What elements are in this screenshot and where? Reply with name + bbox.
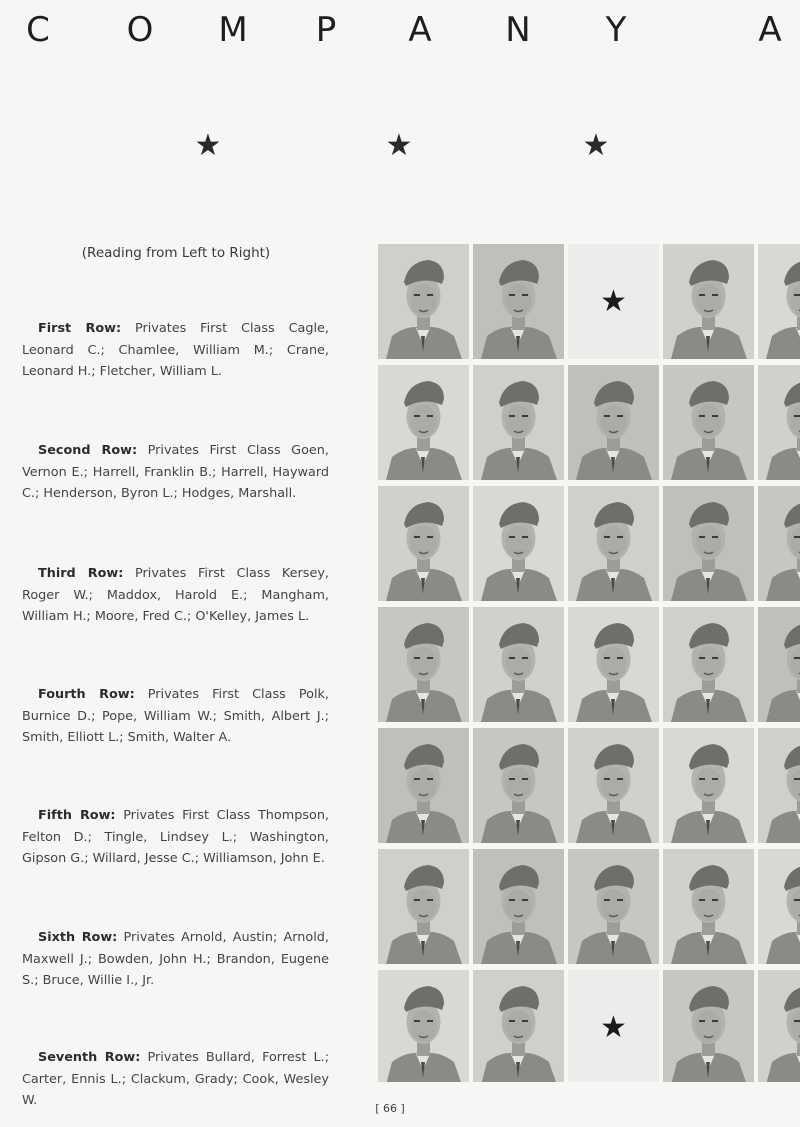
- portrait-photo: [378, 849, 469, 964]
- portrait-photo: [568, 607, 659, 722]
- portrait-photo: [378, 365, 469, 480]
- soldier-portrait: [663, 728, 754, 843]
- soldier-portrait: [758, 607, 800, 722]
- star-icon: ★: [600, 283, 627, 319]
- row-names: Privates First Class Goen, Vernon E.; Harrell, Franklin B.; Harrell, Hayward C.; Henderson, Byron L.; Hodges, Marshall.: [22, 443, 329, 501]
- title-letter: M: [218, 10, 248, 50]
- row-label: Fourth Row:: [38, 687, 135, 702]
- portrait-photo: [663, 365, 754, 480]
- portrait-photo: [378, 486, 469, 601]
- soldier-portrait: [473, 849, 564, 964]
- soldier-portrait: [758, 849, 800, 964]
- page-number: [ 66 ]: [375, 1102, 405, 1115]
- row-caption: [22, 684, 329, 749]
- soldier-portrait: [758, 365, 800, 480]
- row-caption: [22, 563, 329, 628]
- soldier-portrait: [378, 365, 469, 480]
- soldier-portrait: [568, 486, 659, 601]
- portrait-photo: [568, 365, 659, 480]
- portrait-photo: [758, 607, 800, 722]
- row-label: Third Row:: [38, 566, 124, 581]
- soldier-portrait: [473, 728, 564, 843]
- portrait-photo: [758, 486, 800, 601]
- portrait-photo: [663, 849, 754, 964]
- title-letter: C: [26, 10, 50, 50]
- soldier-portrait: [378, 607, 469, 722]
- portrait-photo: [473, 486, 564, 601]
- row-names: Privates First Class Polk, Burnice D.; Pope, William W.; Smith, Albert J.; Smith, Elliott L.; Smith, Walter A.: [22, 687, 329, 745]
- portrait-photo: [378, 970, 469, 1082]
- row-caption: [22, 440, 329, 505]
- portrait-photo: [473, 728, 564, 843]
- portrait-photo: [378, 728, 469, 843]
- portrait-photo: [758, 365, 800, 480]
- soldier-portrait: [663, 244, 754, 359]
- soldier-portrait: [378, 970, 469, 1082]
- soldier-portrait: [758, 244, 800, 359]
- row-caption: [22, 805, 329, 870]
- portrait-photo: [568, 849, 659, 964]
- soldier-portrait: [473, 607, 564, 722]
- portrait-photo: [568, 486, 659, 601]
- star-icon: ★: [194, 128, 222, 163]
- soldier-portrait: [663, 970, 754, 1082]
- star-icon: ★: [582, 128, 610, 163]
- star-icon: ★: [385, 128, 413, 163]
- portrait-photo: [473, 970, 564, 1082]
- portrait-photo: [473, 244, 564, 359]
- row-label: Fifth Row:: [38, 808, 116, 823]
- portrait-photo: [473, 365, 564, 480]
- title-letter: A: [758, 10, 782, 50]
- title-letter: N: [505, 10, 531, 50]
- portrait-photo: [473, 607, 564, 722]
- soldier-portrait: [568, 849, 659, 964]
- soldier-portrait: [473, 244, 564, 359]
- row-names: Privates First Class Thompson, Felton D.; Tingle, Lindsey L.; Washington, Gipson G.; Willard, Jesse C.; Williamson, John E.: [22, 808, 329, 866]
- title-letter: A: [408, 10, 432, 50]
- soldier-portrait: [758, 970, 800, 1082]
- portrait-photo: [663, 970, 754, 1082]
- soldier-portrait: [568, 607, 659, 722]
- page-title: [0, 8, 800, 52]
- soldier-portrait: [663, 365, 754, 480]
- soldier-portrait: [663, 486, 754, 601]
- row-label: First Row:: [38, 321, 122, 336]
- soldier-portrait: [568, 728, 659, 843]
- portrait-photo: [473, 849, 564, 964]
- soldier-portrait: [378, 849, 469, 964]
- soldier-portrait: [568, 365, 659, 480]
- portrait-photo: [758, 244, 800, 359]
- star-placeholder: [568, 970, 659, 1082]
- portrait-photo: [758, 728, 800, 843]
- portrait-photo: [568, 728, 659, 843]
- portrait-photo: [663, 244, 754, 359]
- portrait-photo: [758, 970, 800, 1082]
- row-names: Privates Bullard, Forrest L.; Carter, Ennis L.; Clackum, Grady; Cook, Wesley W.: [22, 1050, 330, 1108]
- soldier-portrait: [378, 486, 469, 601]
- title-letter: O: [126, 10, 154, 50]
- row-names: Privates First Class Cagle, Leonard C.; Chamlee, William M.; Crane, Leonard H.; Fletcher, William L.: [22, 321, 329, 379]
- portrait-photo: [663, 486, 754, 601]
- soldier-portrait: [378, 244, 469, 359]
- title-letter: Y: [605, 10, 627, 50]
- row-caption: [22, 318, 329, 383]
- soldier-portrait: [758, 486, 800, 601]
- row-label: Seventh Row:: [38, 1050, 141, 1065]
- portrait-photo: [378, 244, 469, 359]
- portrait-photo: [663, 607, 754, 722]
- row-caption: [22, 927, 329, 992]
- portrait-photo: [663, 728, 754, 843]
- reading-note: (Reading from Left to Right): [81, 245, 271, 261]
- soldier-portrait: [663, 607, 754, 722]
- soldier-portrait: [473, 970, 564, 1082]
- star-placeholder: [568, 244, 659, 359]
- soldier-portrait: [378, 728, 469, 843]
- portrait-photo: [378, 607, 469, 722]
- portrait-grid: [378, 244, 800, 1082]
- soldier-portrait: [473, 365, 564, 480]
- star-icon: ★: [600, 1009, 627, 1045]
- row-label: Sixth Row:: [38, 930, 118, 945]
- row-names: Privates First Class Kersey, Roger W.; Maddox, Harold E.; Mangham, William H.; Moore, Fred C.; O'Kelley, James L.: [22, 566, 329, 624]
- soldier-portrait: [473, 486, 564, 601]
- row-label: Second Row:: [38, 443, 138, 458]
- title-letter: P: [315, 10, 337, 50]
- soldier-portrait: [663, 849, 754, 964]
- row-names: Privates Arnold, Austin; Arnold, Maxwell J.; Bowden, John H.; Brandon, Eugene S.; Bruce, Willie I., Jr.: [22, 930, 329, 988]
- portrait-photo: [758, 849, 800, 964]
- soldier-portrait: [758, 728, 800, 843]
